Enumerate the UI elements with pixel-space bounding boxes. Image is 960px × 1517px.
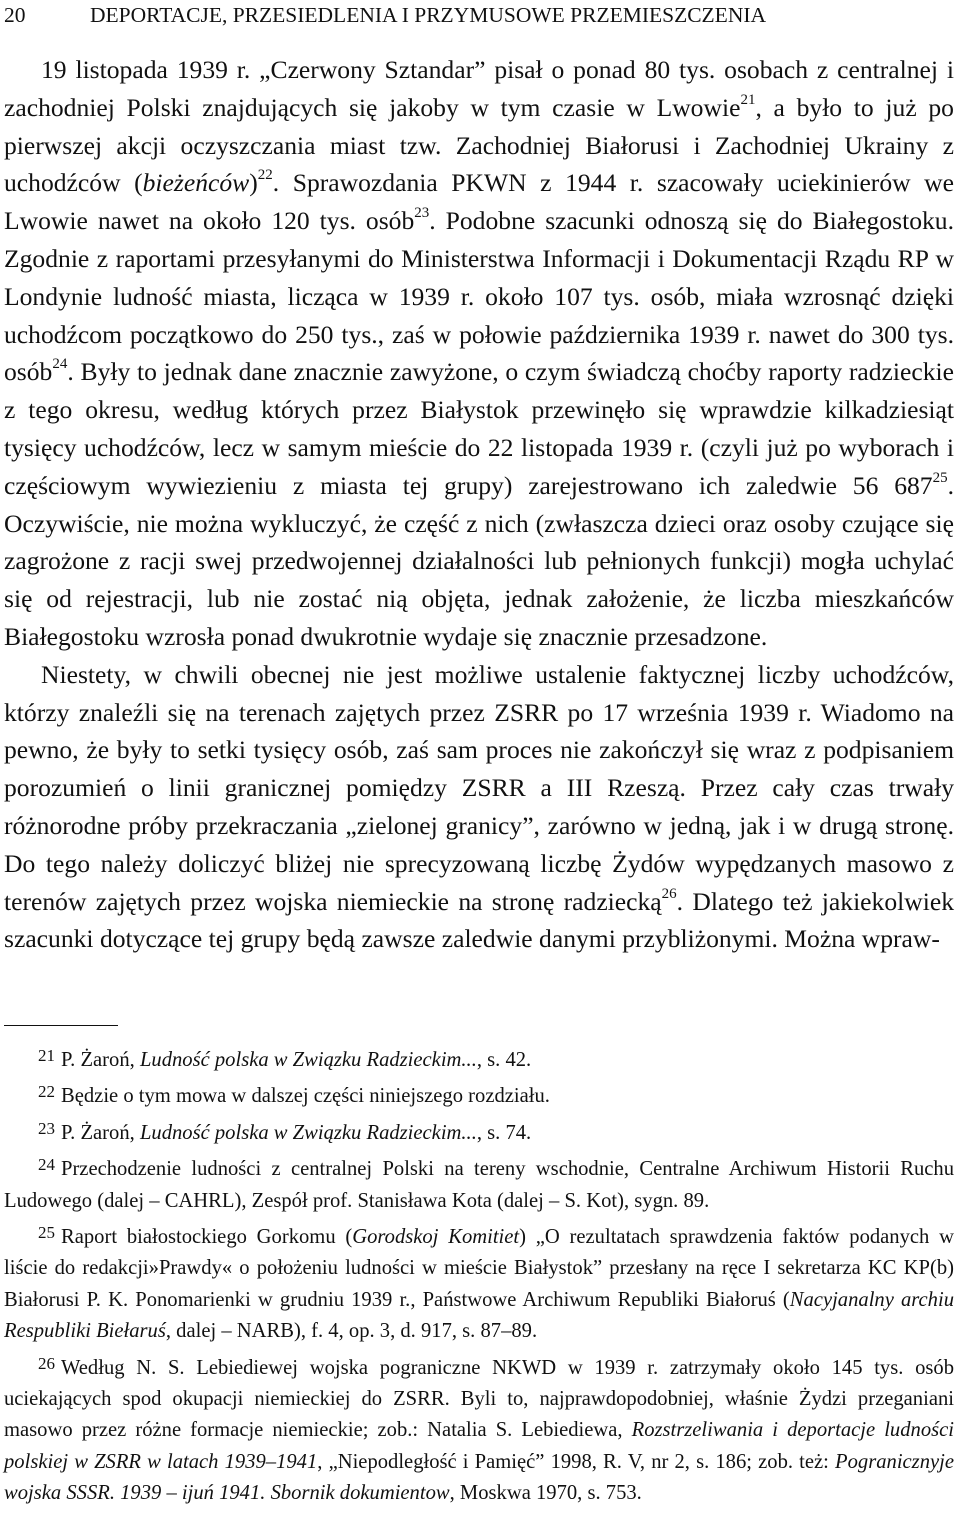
footnote-ref-25: 25: [932, 469, 948, 486]
footnote-title: Ludność polska w Związku Radzieckim...: [139, 1121, 477, 1144]
italic-term: bieżeńców: [142, 168, 250, 198]
footnote-text: ) „O rezultatach sprawdzenia faktów podanych w liście do redakcji»Prawdy« o położeniu ludności w mieście Białystok” przesłany na ręce I sekretarza KC KP(b) Białorusi P. K. Ponomarienki w grudniu 1939 r., Państwowe Archiwum Republiki Białoruś (: [4, 1226, 954, 1311]
footnote-ref-21: 21: [740, 91, 756, 108]
footnote-text: Raport białostockiego Gorkomu (: [61, 1226, 353, 1249]
footnote-ref-24: 24: [52, 356, 68, 373]
footnote-text: , s. 74.: [476, 1121, 532, 1144]
footnote-text: P. Żaroń,: [61, 1121, 140, 1144]
footnote-22: [4, 1076, 954, 1112]
paragraph-1-text: . Podobne szacunki odnoszą się do Białegostoku. Zgodnie z raportami przesyłanymi do Ministerstwa Informacji i Dokumentacji Rządu RP w Londynie ludność miasta, licząca w 1939 r. około 107 tys. osób, miała wzrosnąć dzięki uchodźcom początkowo do 250 tys., zaś w połowie października 1939 r. nawet do 300 tys. osób: [4, 206, 954, 387]
footnote-text: , Moskwa 1970, s. 753.: [449, 1482, 642, 1505]
footnote-24: [4, 1149, 954, 1217]
footnote-divider: [4, 1025, 118, 1026]
footnote-text: Będzie o tym mowa w dalszej części niniejszego rozdziału.: [61, 1085, 550, 1108]
running-head: [4, 0, 956, 32]
chapter-title: DEPORTACJE, PRZESIEDLENIA I PRZYMUSOWE PRZEMIESZCZENIA: [90, 3, 767, 27]
paragraph-1-text: , a było to już po pierwszej akcji oczyszczania miast tzw. Zachodniej Białorusi i Zachodniej Ukrainy z uchodźców (: [4, 92, 954, 198]
footnote-number: 21: [38, 1046, 55, 1065]
paragraph-2: [4, 656, 954, 958]
footnote-text: Przechodzenie ludności z centralnej Polski na tereny wschodnie, Centralne Archiwum Historii Ruchu Ludowego (dalej – CAHRL), Zespół prof. Stanisława Kota (dalej – S. Kot), sygn. 89.: [4, 1158, 954, 1212]
paragraph-2-text: Niestety, w chwili obecnej nie jest możliwe ustalenie faktycznej liczby uchodźców, którzy znaleźli się na terenach zajętych przez ZSRR po 17 września 1939 r. Wiadomo na pewno, że były to setki tysięcy osób, zaś sam proces nie zakończył się wraz z podpisaniem porozumień o linii granicznej pomiędzy ZSRR a III Rzeszą. Przez cały czas trwały różnorodne próby przekraczania „zielonej granicy”, zarówno w jedną, jak i w drugą stronę. Do tego należy doliczyć bliżej nie sprecyzowaną liczbę Żydów wypędzanych masowo z terenów zajętych przez wojska niemieckie na stronę radziecką: [4, 659, 954, 916]
footnote-title: Rozstrzeliwania i deportacje ludności polskiej w ZSRR w latach 1939–1941: [4, 1419, 954, 1473]
footnotes: [4, 1040, 954, 1510]
footnote-ref-26: 26: [661, 885, 677, 902]
footnote-23: [4, 1113, 954, 1149]
footnote-21: [4, 1040, 954, 1076]
footnote-text: Według N. S. Lebiediewej wojska pograniczne NKWD w 1939 r. zatrzymały około 145 tys. osób uciekających spod okupacji niemieckiej do ZSRR. Byli to, najprawdopodobniej, właśnie Żydzi przeganiani masowo przez różne formacje niemieckie; zob.: Natalia S. Lebiediewa,: [4, 1356, 954, 1442]
footnote-number: 22: [38, 1082, 55, 1102]
body-text: [4, 51, 954, 958]
footnote-title: Gorodskoj Komitiet: [352, 1226, 520, 1249]
paragraph-2-text: . Dlatego też jakiekolwiek szacunki dotyczące tej grupy będą zawsze zaledwie danymi przybliżonymi. Można wpraw-: [4, 886, 954, 954]
paragraph-1-text: 19 listopada 1939 r. „Czerwony Sztandar” pisał o ponad 80 tys. osobach z centralnej i zachodniej Polski znajdujących się jakoby w tym czasie w Lwowie: [4, 55, 954, 122]
paragraph-1-text: . Oczywiście, nie można wykluczyć, że część z nich (zwłaszcza dzieci oraz osoby czujące się zagrożone z racji swej przedwojennej działalności lub pełnionych funkcji) mogła uchylać się od rejestracji, lub nie zostać nią objęta, jednak założenie, że liczba mieszkańców Białegostoku wzrosła ponad dwukrotnie wydaje się znacznie przesadzone.: [4, 470, 954, 651]
footnote-number: 23: [38, 1118, 55, 1138]
footnote-title: Ludność polska w Związku Radzieckim...: [139, 1049, 477, 1071]
footnote-number: 26: [38, 1353, 55, 1373]
paragraph-1: [4, 51, 954, 656]
page-number: 20: [4, 3, 26, 27]
footnote-text: , dalej – NARB), f. 4, op. 3, d. 917, s. 87–89.: [165, 1320, 538, 1343]
paragraph-1-text: . Były to jednak dane znacznie zawyżone, o czym świadczą choćby raporty radzieckie z tego okresu, według których przez Białystok przewinęło się wprawdzie kilkadziesiąt tysięcy uchodźców, lecz w samym mieście do 22 listopada 1939 r. (czyli już po wyborach i częściowym wywiezieniu z miasta tej grupy) zarejestrowano ich zaledwie 56 687: [4, 357, 954, 500]
footnote-26: [4, 1348, 954, 1510]
footnote-number: 24: [38, 1155, 55, 1175]
paragraph-1-text: ): [249, 168, 258, 198]
footnote-text: , „Niepodległość i Pamięć” 1998, R. V, nr 2, s. 186; zob. też:: [317, 1450, 836, 1473]
footnote-text: P. Żaroń,: [61, 1049, 140, 1071]
paragraph-1-text: . Sprawozdania PKWN z 1944 r. szacowały uciekinierów we Lwowie nawet na około 120 tys. osób: [4, 168, 954, 236]
footnote-ref-22: 22: [257, 167, 273, 184]
footnote-text: , s. 42.: [476, 1049, 532, 1071]
footnote-ref-23: 23: [414, 205, 430, 222]
footnote-25: [4, 1217, 954, 1348]
footnote-title: Nacyjanalny archiu Respubliki Biełaruś: [4, 1288, 954, 1343]
footnote-title: Pogranicznyje wojska SSSR. 1939 – ijuń 1941. Sbornik dokumientow: [4, 1450, 954, 1505]
footnote-number: 25: [38, 1223, 55, 1243]
